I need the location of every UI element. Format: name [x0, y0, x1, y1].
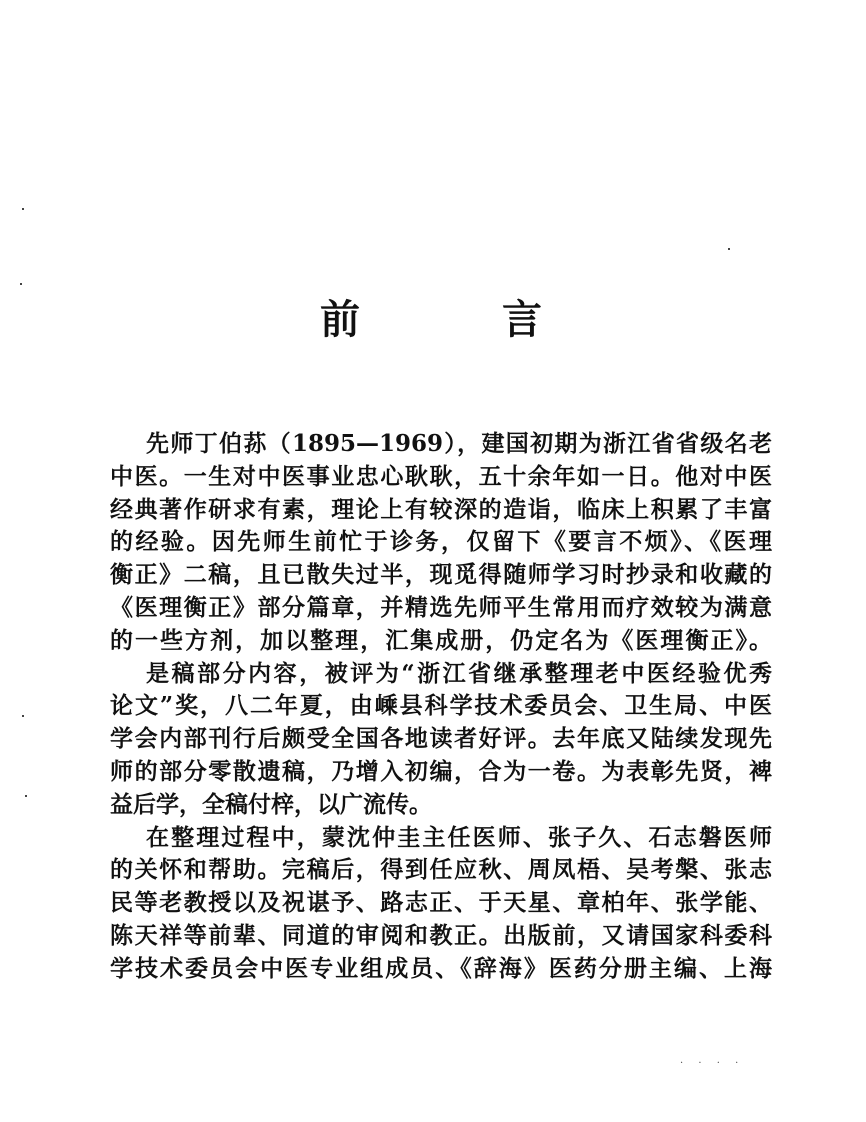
page-heading [320, 295, 542, 345]
paragraph-3 [110, 822, 772, 986]
scan-speck [22, 208, 24, 210]
text-line: 益后学，全稿付梓，以广流传。 [110, 790, 432, 818]
text-line: 学会内部刊行后颇受全国各地读者好评。去年底又陆续发现先 [110, 725, 772, 753]
text-line: 《医理衡正》部分篇章，并精选先师平生常用而疗效较为满意 [110, 593, 772, 621]
text-line: 中医。一生对中医事业忠心耿耿，五十余年如一日。他对中医 [110, 462, 772, 490]
preface-body [110, 428, 772, 986]
heading-char: 言 [502, 296, 542, 343]
text-line: 经典著作研求有素，理论上有较深的造诣，临床上积累了丰富 [110, 495, 772, 523]
scan-speck [22, 715, 24, 717]
paragraph-2 [110, 658, 772, 822]
text-line: 先师丁伯荪（1895—1969），建国初期为浙江省省级名老 [146, 430, 772, 457]
text-line: 的关怀和帮助。完稿后，得到任应秋、周凤梧、吴考槃、张志 [110, 856, 772, 884]
text-line: 论文”奖，八二年夏，由嵊县科学技术委员会、卫生局、中医 [110, 692, 772, 720]
text-line: 的一些方剂，加以整理，汇集成册，仍定名为《医理衡正》。 [110, 626, 772, 654]
text-line: 陈天祥等前辈、同道的审阅和教正。出版前，又请国家科委科 [110, 921, 772, 949]
text-line: 衡正》二稿，且已散失过半，现觅得随师学习时抄录和收藏的 [110, 561, 772, 589]
scan-speck [728, 248, 730, 250]
scan-noise: · · · · [680, 1058, 745, 1069]
paragraph-1 [110, 428, 772, 658]
scan-speck [25, 795, 27, 797]
text-line: 民等老教授以及祝谌予、路志正、于天星、章柏年、张学能、 [110, 889, 772, 917]
scan-speck [20, 283, 22, 285]
heading-char: 前 [320, 296, 360, 343]
text-line: 学技术委员会中医专业组成员、《辞海》医药分册主编、上海 [110, 954, 772, 982]
text-line: 在整理过程中，蒙沈仲圭主任医师、张子久、石志磐医师 [146, 823, 772, 851]
text-line: 是稿部分内容，被评为“浙江省继承整理老中医经验优秀 [146, 659, 772, 687]
text-line: 师的部分零散遗稿，乃增入初编，合为一卷。为表彰先贤，裨 [110, 757, 772, 785]
text-line: 的经验。因先师生前忙于诊务，仅留下《要言不烦》、《医理 [110, 528, 772, 556]
